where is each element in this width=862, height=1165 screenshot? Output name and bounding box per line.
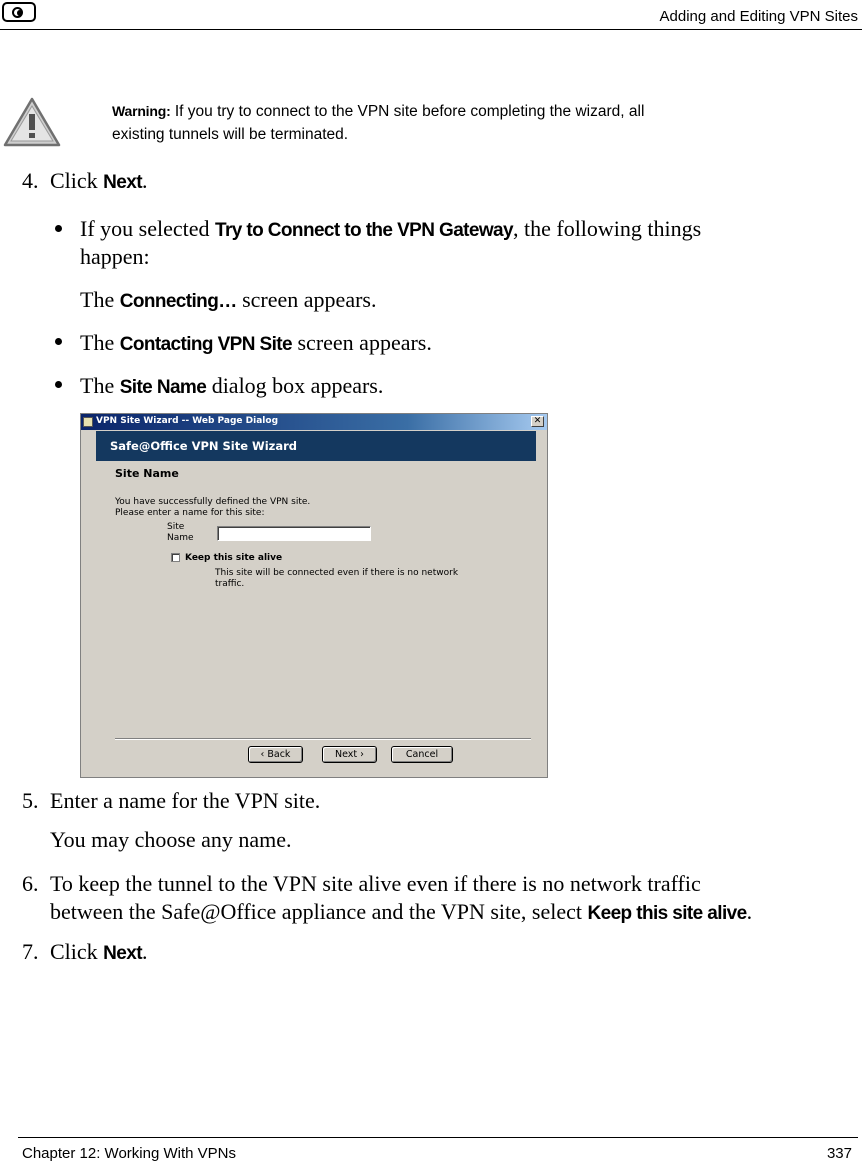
- bullet-1-keyword: Try to Connect to the VPN Gateway: [215, 220, 513, 241]
- bullet-1-sub-keyword: Connecting…: [119, 291, 237, 312]
- site-name-label-line2: Name: [167, 533, 194, 543]
- bullet-1: [80, 216, 701, 270]
- site-name-input[interactable]: [217, 526, 371, 541]
- site-name-dialog-screenshot: [80, 413, 548, 778]
- bullet-1-pre: If you selected: [80, 216, 215, 241]
- dialog-close-icon[interactable]: ✕: [531, 416, 544, 427]
- step-4-post: .: [141, 168, 148, 193]
- bullet-2-keyword: Contacting VPN Site: [119, 334, 292, 355]
- step-6-keyword: Keep this site alive: [587, 903, 747, 924]
- footer-chapter: Chapter 12: Working With VPNs: [22, 1145, 236, 1162]
- wizard-header-title: Safe@Office VPN Site Wizard: [110, 439, 298, 453]
- step-7-post: .: [141, 939, 148, 964]
- step-7-keyword: Next: [103, 943, 142, 964]
- bullet-3-pre: The: [80, 373, 120, 398]
- step-6-line1: To keep the tunnel to the VPN site alive even if there is no network traffic: [50, 871, 701, 896]
- next-button[interactable]: Next ›: [322, 746, 377, 763]
- wizard-section-title: Site Name: [115, 467, 179, 480]
- wizard-intro-line1: You have successfully defined the VPN site.: [115, 497, 311, 507]
- bullet-icon: [55, 381, 62, 388]
- dialog-app-icon: [83, 417, 93, 427]
- bullet-2-post: screen appears.: [292, 330, 432, 355]
- warning-line2: existing tunnels will be terminated.: [112, 126, 349, 143]
- footer-divider: [18, 1137, 858, 1138]
- step-7: [22, 939, 148, 965]
- warning-icon: [2, 95, 62, 155]
- bullet-3: [80, 373, 383, 401]
- site-name-label-line1: Site: [167, 522, 185, 532]
- bullet-3-post: dialog box appears.: [206, 373, 384, 398]
- bullet-2: [80, 330, 432, 358]
- bullet-1-post: , the following things: [512, 216, 702, 241]
- dialog-title: VPN Site Wizard -- Web Page Dialog: [96, 416, 279, 426]
- keep-alive-desc-line2: traffic.: [215, 579, 245, 589]
- bullet-3-keyword: Site Name: [119, 377, 207, 398]
- warning-note: [112, 100, 772, 146]
- keep-alive-desc-line1: This site will be connected even if there is no network: [215, 568, 459, 578]
- bullet-icon: [55, 225, 62, 232]
- back-button[interactable]: ‹ Back: [248, 746, 303, 763]
- keep-site-alive-label[interactable]: Keep this site alive: [185, 553, 283, 563]
- step-7-pre: Click: [50, 939, 104, 964]
- step-6: [22, 871, 701, 897]
- step-4-keyword: Next: [103, 172, 142, 193]
- step-6-number: 6.: [22, 871, 39, 896]
- dialog-button-divider: [115, 738, 531, 740]
- bullet-icon: [55, 338, 62, 345]
- company-logo-icon: [2, 2, 36, 22]
- warning-label: Warning:: [112, 103, 171, 119]
- warning-line1: If you try to connect to the VPN site before completing the wizard, all: [170, 103, 645, 120]
- bullet-1-sub-pre: The: [80, 287, 120, 312]
- bullet-1-line2: happen:: [80, 244, 150, 269]
- page-header-title: Adding and Editing VPN Sites: [659, 8, 858, 25]
- step-5-sub: You may choose any name.: [50, 827, 292, 852]
- step-4-pre: Click: [50, 168, 104, 193]
- step-5: [22, 788, 321, 814]
- wizard-header-banner: [96, 431, 536, 461]
- step-5-number: 5.: [22, 788, 39, 813]
- bullet-1-sub: [80, 287, 376, 315]
- step-4-number: 4.: [22, 168, 39, 193]
- header-divider: [0, 29, 862, 30]
- dialog-title-bar: [81, 414, 547, 430]
- keep-site-alive-checkbox[interactable]: [171, 553, 180, 562]
- step-6-post: .: [746, 899, 753, 924]
- step-6-line2-pre: between the Safe@Office appliance and the VPN site, select: [50, 899, 588, 924]
- bullet-1-sub-post: screen appears.: [236, 287, 377, 312]
- step-4: [22, 168, 148, 194]
- footer-page-number: 337: [826, 1145, 852, 1162]
- step-6-line2: [50, 899, 752, 927]
- bullet-2-pre: The: [80, 330, 120, 355]
- step-5-text: Enter a name for the VPN site.: [50, 788, 321, 813]
- wizard-intro-line2: Please enter a name for this site:: [115, 508, 265, 518]
- step-7-number: 7.: [22, 939, 39, 964]
- cancel-button[interactable]: Cancel: [391, 746, 453, 763]
